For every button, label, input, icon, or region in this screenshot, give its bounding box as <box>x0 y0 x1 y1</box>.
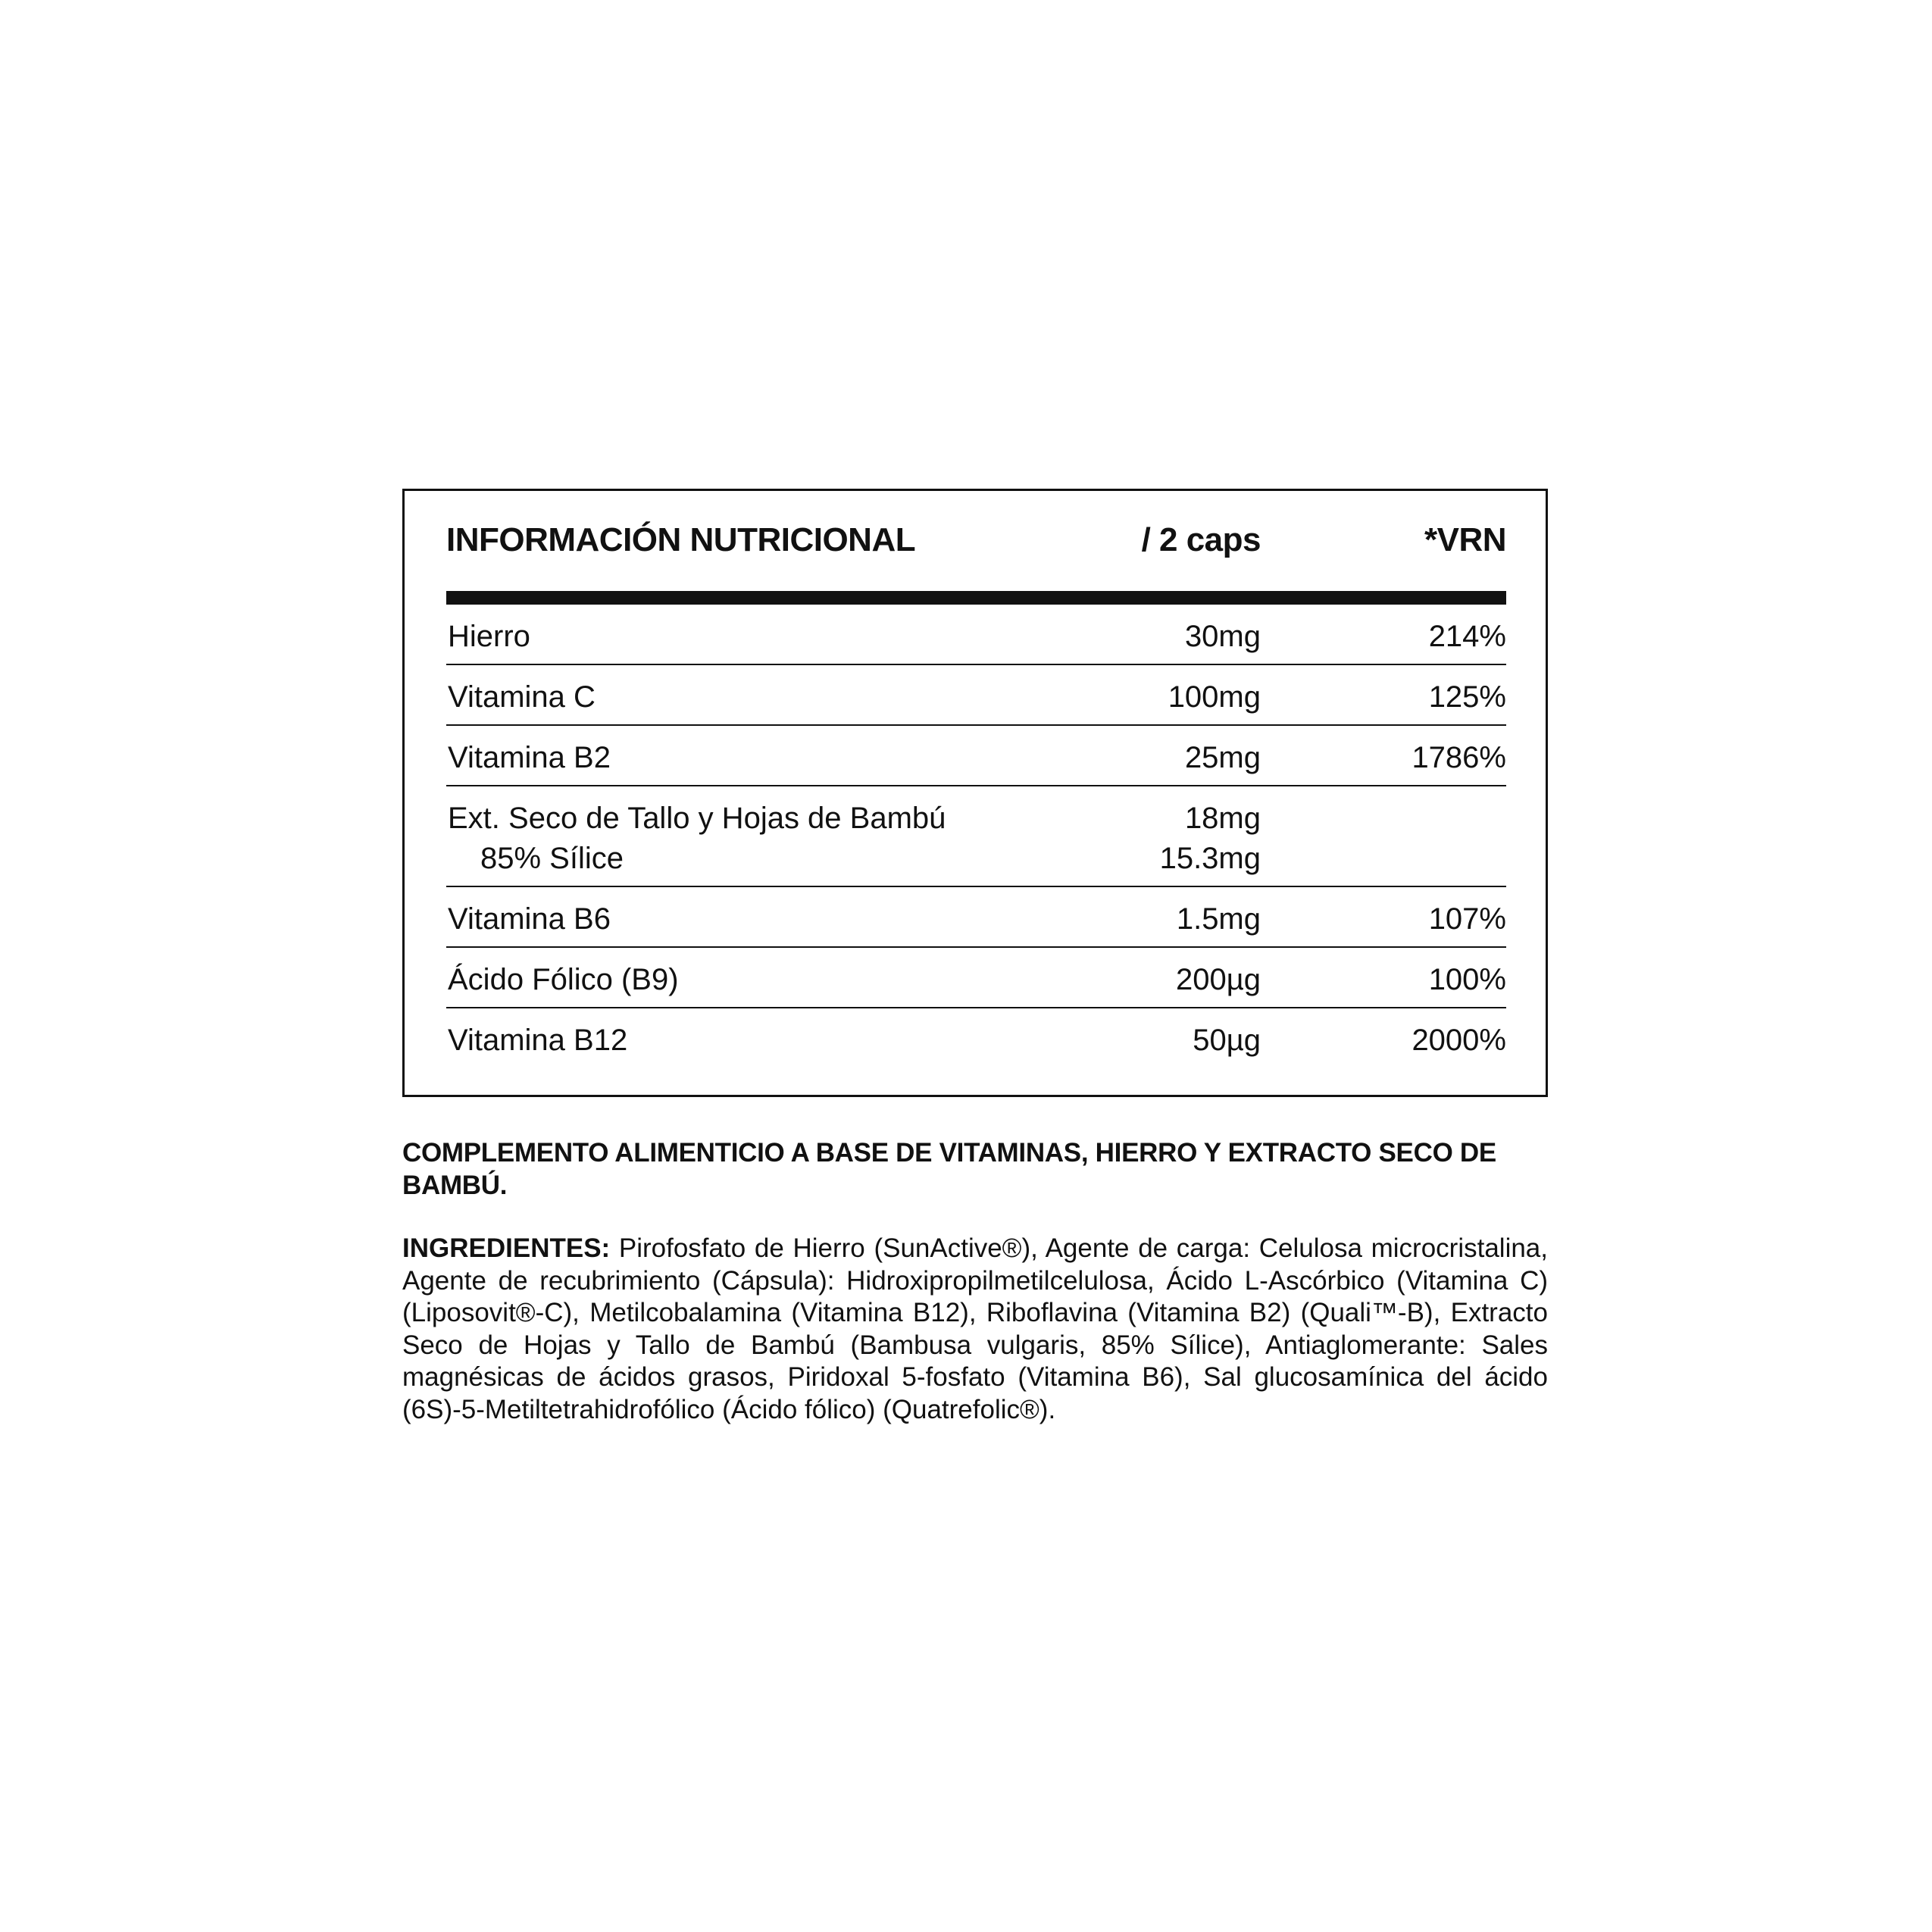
nutrient-vrn: 1786% <box>1411 741 1506 774</box>
table-row <box>446 786 1506 887</box>
table-row <box>446 887 1506 948</box>
nutrition-table-header <box>446 521 1506 574</box>
table-row <box>446 726 1506 786</box>
nutrient-amount: 200µg <box>1175 963 1261 996</box>
nutrient-amount: 18mg <box>1184 802 1261 835</box>
nutrition-rows <box>446 605 1506 1068</box>
nutrient-vrn: 214% <box>1428 620 1506 653</box>
table-row <box>446 948 1506 1008</box>
vrn-column-header: *VRN <box>1424 521 1506 558</box>
nutrient-amount: 25mg <box>1184 741 1261 774</box>
nutrient-vrn: 107% <box>1428 902 1506 936</box>
ingredients-text <box>402 1233 1548 1426</box>
nutrient-sub-amount: 15.3mg <box>1159 842 1261 875</box>
table-row <box>446 1008 1506 1068</box>
nutrient-amount: 30mg <box>1184 620 1261 653</box>
nutrient-sub-name: 85% Sílice <box>480 842 624 875</box>
table-row <box>446 665 1506 726</box>
nutrient-name: Vitamina C <box>448 680 596 714</box>
nutrient-name: Vitamina B12 <box>448 1024 628 1057</box>
nutrition-table <box>402 489 1548 1097</box>
nutrient-name: Ácido Fólico (B9) <box>448 963 679 996</box>
nutrient-amount: 50µg <box>1193 1024 1261 1057</box>
serving-column-header: / 2 caps <box>1141 521 1261 558</box>
table-row <box>446 605 1506 665</box>
nutrition-table-title: INFORMACIÓN NUTRICIONAL <box>446 521 916 558</box>
nutrient-vrn: 2000% <box>1411 1024 1506 1057</box>
nutrient-name: Vitamina B6 <box>448 902 611 936</box>
product-description: COMPLEMENTO ALIMENTICIO A BASE DE VITAMINAS, HIERRO Y EXTRACTO SECO DE BAMBÚ. <box>402 1138 1496 1200</box>
nutrient-amount: 100mg <box>1168 680 1261 714</box>
nutrient-name: Hierro <box>448 620 530 653</box>
ingredients-label: INGREDIENTES: <box>402 1233 611 1263</box>
nutrient-vrn: 125% <box>1428 680 1506 714</box>
ingredients-list: Pirofosfato de Hierro (SunActive®), Agente de carga: Celulosa microcristalina, Agente de recubrimiento (Cápsula): Hidroxipropilmetilcelulosa, Ácido L-Ascórbico (Vitamina C) (Liposovit®-C), Metilcobalamina (Vitamina B12), Riboflavina (Vitamina B2) (Quali™-B), Extracto Seco de Hojas y Tallo de Bambú (Bambusa vulgaris, 85% Sílice), Antiaglomerante: Sales magnésicas de ácidos grasos, Piridoxal 5-fosfato (Vitamina B6), Sal glucosamínica del ácido (6S)-5-Metiltetrahidrofólico (Ácido fólico) (Quatrefolic®). <box>402 1233 1548 1424</box>
nutrient-name: Vitamina B2 <box>448 741 611 774</box>
nutrient-amount: 1.5mg <box>1176 902 1261 936</box>
nutrient-name: Ext. Seco de Tallo y Hojas de Bambú <box>448 802 946 835</box>
nutrient-vrn: 100% <box>1428 963 1506 996</box>
header-divider <box>446 591 1506 605</box>
